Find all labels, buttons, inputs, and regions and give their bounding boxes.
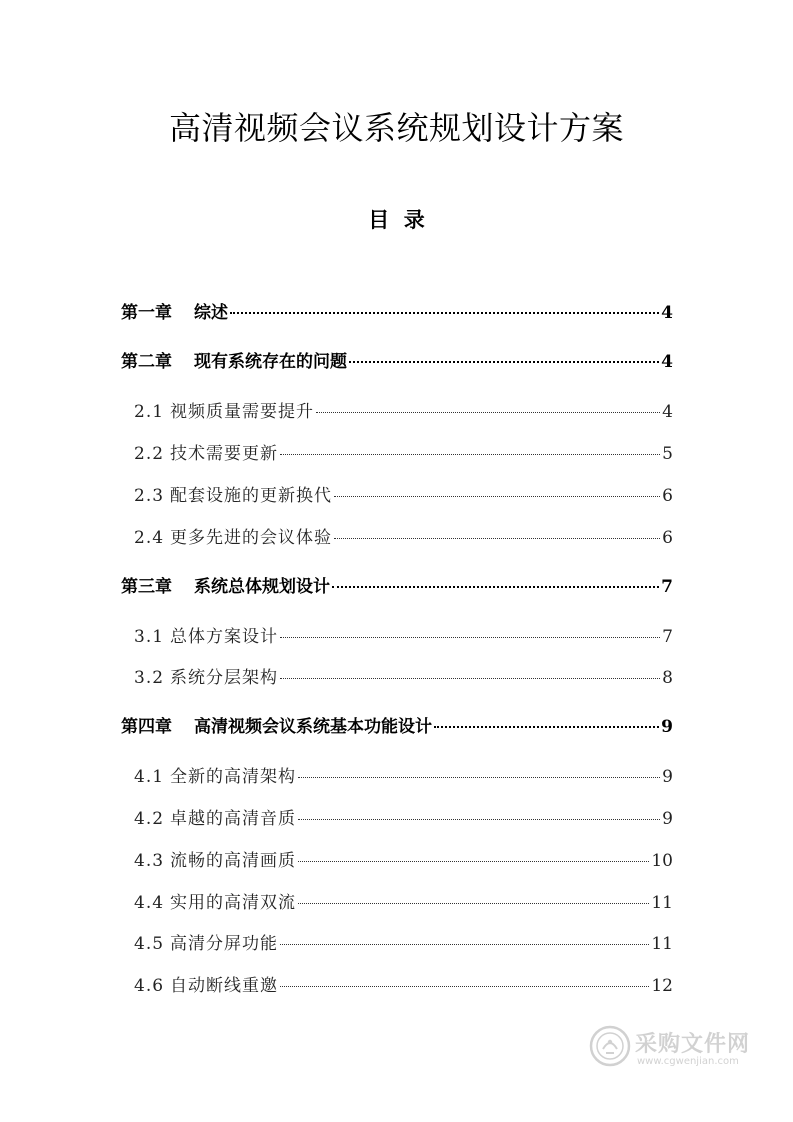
toc-entry-page-number: 11 — [651, 893, 673, 913]
toc-entry-title: 综述 — [194, 303, 228, 323]
watermark-url: www.cgwenjian.com — [637, 1056, 739, 1067]
toc-entry-page-number: 9 — [662, 767, 673, 787]
toc-entry-title: 流畅的高清画质 — [170, 851, 297, 871]
toc-chapter-entry[interactable] — [121, 347, 673, 377]
dot-leader — [434, 726, 659, 728]
toc-section-entry[interactable] — [134, 971, 673, 1001]
toc-heading: 目 录 — [368, 207, 425, 232]
dot-leader — [298, 819, 660, 820]
toc-entry-number: 2.4 — [134, 528, 165, 548]
dot-leader — [298, 777, 660, 778]
toc-entry-page-number: 8 — [662, 668, 673, 688]
dot-leader — [332, 586, 659, 588]
toc-entry-title: 全新的高清架构 — [170, 767, 297, 787]
toc-entry-title: 技术需要更新 — [170, 444, 279, 464]
dot-leader — [298, 861, 649, 862]
toc-entry-title: 卓越的高清音质 — [170, 809, 297, 829]
toc-section-entry[interactable] — [134, 846, 673, 876]
toc-entry-title: 视频质量需要提升 — [170, 402, 315, 422]
toc-entry-page-number: 12 — [651, 976, 673, 996]
document-title: 高清视频会议系统规划设计方案 — [168, 109, 624, 147]
dot-leader — [280, 678, 660, 679]
toc-section-entry[interactable] — [134, 523, 673, 553]
toc-entry-number: 4.5 — [134, 934, 165, 954]
toc-entry-title: 高清分屏功能 — [170, 934, 279, 954]
dot-leader — [316, 412, 660, 413]
seal-logo-icon — [589, 1025, 631, 1067]
toc-section-entry[interactable] — [134, 804, 673, 834]
toc-entry-number: 第三章 — [121, 577, 172, 597]
dot-leader — [334, 496, 660, 497]
toc-entry-title: 自动断线重邀 — [170, 976, 279, 996]
toc-entry-number: 2.2 — [134, 444, 165, 464]
toc-entry-page-number: 7 — [662, 627, 673, 647]
toc-entry-page-number: 4 — [661, 352, 673, 372]
toc-section-entry[interactable] — [134, 481, 673, 511]
toc-entry-title: 系统分层架构 — [170, 668, 279, 688]
toc-entry-number: 第一章 — [121, 303, 172, 323]
toc-entry-number: 2.1 — [134, 402, 165, 422]
toc-entry-title: 现有系统存在的问题 — [194, 352, 347, 372]
toc-section-entry[interactable] — [134, 663, 673, 693]
toc-section-entry[interactable] — [134, 622, 673, 652]
dot-leader — [280, 637, 660, 638]
watermark-name: 采购文件网 — [635, 1032, 751, 1057]
toc-section-entry[interactable] — [134, 929, 673, 959]
dot-leader — [280, 454, 660, 455]
toc-entry-page-number: 4 — [662, 402, 673, 422]
toc-section-entry[interactable] — [134, 439, 673, 469]
dot-leader — [230, 312, 659, 314]
dot-leader — [298, 903, 649, 904]
toc-entry-page-number: 6 — [662, 486, 673, 506]
toc-entry-title: 总体方案设计 — [170, 627, 279, 647]
toc-entry-number: 4.3 — [134, 851, 165, 871]
toc-entry-number: 2.3 — [134, 486, 165, 506]
toc-entry-number: 4.2 — [134, 809, 165, 829]
watermark — [589, 1023, 759, 1073]
toc-entry-title: 更多先进的会议体验 — [170, 528, 333, 548]
toc-entry-page-number: 11 — [651, 934, 673, 954]
toc-chapter-entry[interactable] — [121, 572, 673, 602]
toc-entry-title: 系统总体规划设计 — [194, 577, 330, 597]
toc-entry-number: 4.6 — [134, 976, 165, 996]
dot-leader — [280, 944, 649, 945]
toc-entry-number: 4.1 — [134, 767, 165, 787]
toc-entry-number: 第四章 — [121, 717, 172, 737]
toc-entry-page-number: 7 — [661, 577, 673, 597]
toc-section-entry[interactable] — [134, 762, 673, 792]
toc-chapter-entry[interactable] — [121, 712, 673, 742]
toc-entry-page-number: 9 — [661, 717, 673, 737]
toc-entry-title: 配套设施的更新换代 — [170, 486, 333, 506]
toc-chapter-entry[interactable] — [121, 298, 673, 328]
toc-entry-number: 第二章 — [121, 352, 172, 372]
toc-entry-page-number: 9 — [662, 809, 673, 829]
toc-entry-page-number: 4 — [661, 303, 673, 323]
dot-leader — [349, 361, 659, 363]
dot-leader — [334, 538, 660, 539]
toc-entry-page-number: 10 — [651, 851, 673, 871]
toc-section-entry[interactable] — [134, 397, 673, 427]
toc-entry-number: 3.2 — [134, 668, 165, 688]
toc-entry-title: 高清视频会议系统基本功能设计 — [194, 717, 432, 737]
toc-entry-number: 4.4 — [134, 893, 165, 913]
toc-entry-title: 实用的高清双流 — [170, 893, 297, 913]
toc-entry-page-number: 6 — [662, 528, 673, 548]
toc-section-entry[interactable] — [134, 888, 673, 918]
toc-entry-number: 3.1 — [134, 627, 165, 647]
toc-entry-page-number: 5 — [662, 444, 673, 464]
dot-leader — [280, 986, 649, 987]
